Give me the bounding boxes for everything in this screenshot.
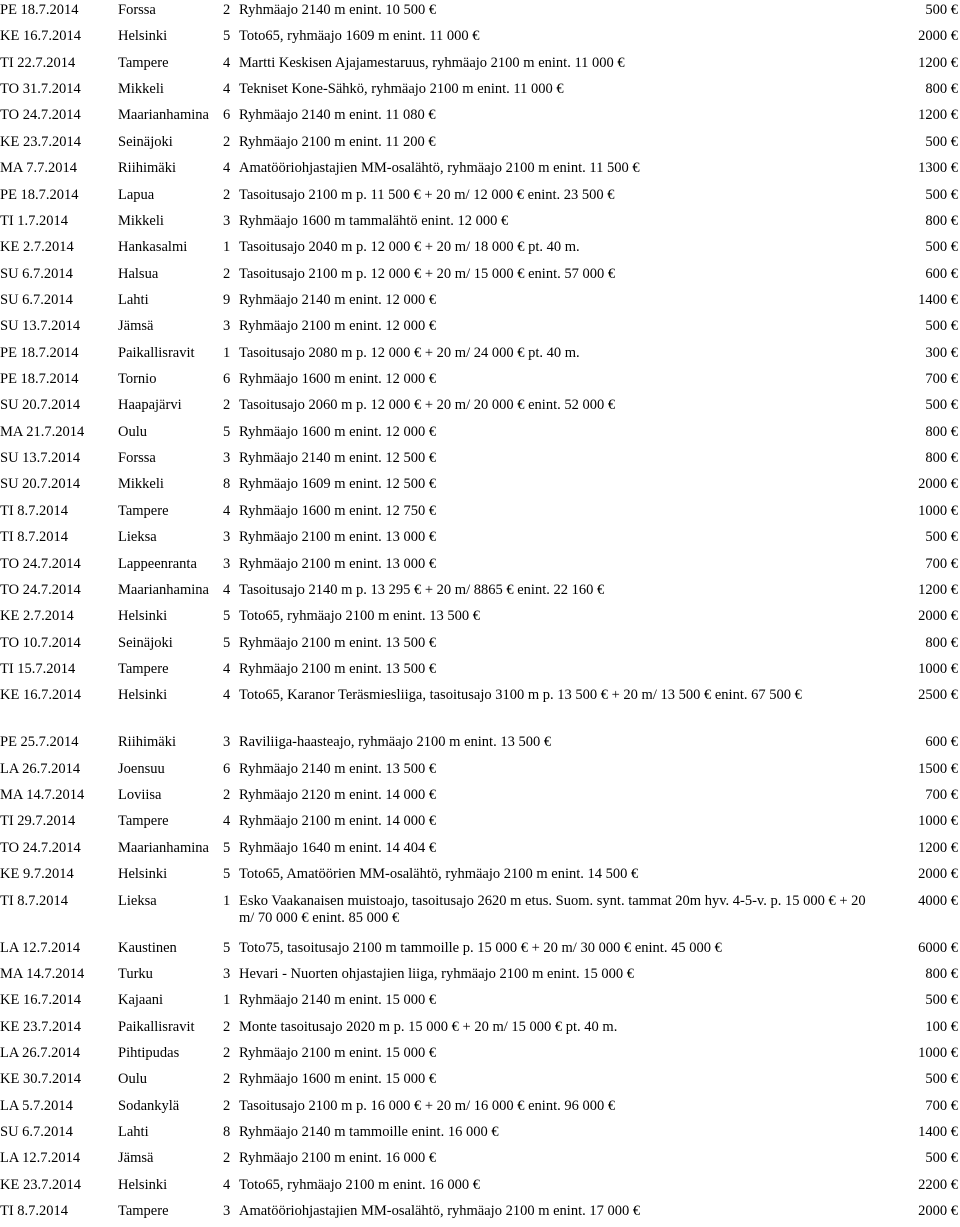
race-description: Ryhmäajo 2100 m enint. 11 200 € bbox=[239, 133, 436, 150]
race-number: 4 bbox=[223, 813, 231, 830]
race-row bbox=[0, 474, 960, 500]
race-location: Paikallisravit bbox=[118, 344, 195, 361]
race-date: KE 23.7.2014 bbox=[0, 133, 81, 150]
race-row bbox=[0, 501, 960, 527]
race-number: 2 bbox=[223, 1097, 231, 1114]
race-description: Tasoitusajo 2040 m p. 12 000 € + 20 m/ 18 000 € pt. 40 m. bbox=[239, 239, 580, 256]
race-location: Halsua bbox=[118, 265, 159, 282]
race-number: 1 bbox=[223, 344, 231, 361]
race-date: KE 9.7.2014 bbox=[0, 866, 74, 883]
race-location: Tampere bbox=[118, 813, 169, 830]
race-number: 3 bbox=[223, 965, 231, 982]
race-number: 2 bbox=[223, 1150, 231, 1167]
race-row bbox=[0, 1069, 960, 1095]
race-location: Turku bbox=[118, 965, 153, 982]
race-description: Ryhmäajo 2100 m enint. 13 500 € bbox=[239, 634, 437, 651]
race-prize: 500 € bbox=[925, 133, 958, 150]
race-number: 5 bbox=[223, 28, 231, 45]
race-location: Pihtipudas bbox=[118, 1044, 180, 1061]
race-row bbox=[0, 395, 960, 421]
race-row bbox=[0, 580, 960, 606]
race-row bbox=[0, 685, 960, 732]
race-row bbox=[0, 1043, 960, 1069]
race-row bbox=[0, 838, 960, 864]
race-row bbox=[0, 1175, 960, 1201]
race-description: Tasoitusajo 2140 m p. 13 295 € + 20 m/ 8865 € enint. 22 160 € bbox=[239, 581, 605, 598]
race-description: Ryhmäajo 2100 m enint. 13 500 € bbox=[239, 660, 437, 677]
race-prize: 500 € bbox=[925, 1150, 958, 1167]
race-row bbox=[0, 606, 960, 632]
race-description: Amatööriohjastajien MM-osalähtö, ryhmäajo 2100 m enint. 11 500 € bbox=[239, 160, 640, 177]
race-location: Riihimäki bbox=[118, 160, 176, 177]
race-date: PE 18.7.2014 bbox=[0, 371, 79, 388]
race-location: Lahti bbox=[118, 291, 149, 308]
race-description: Tasoitusajo 2060 m p. 12 000 € + 20 m/ 20 000 € enint. 52 000 € bbox=[239, 397, 616, 414]
race-date: LA 5.7.2014 bbox=[0, 1097, 73, 1114]
race-row bbox=[0, 343, 960, 369]
race-date: LA 12.7.2014 bbox=[0, 939, 81, 956]
race-row bbox=[0, 0, 960, 26]
race-row bbox=[0, 1096, 960, 1122]
race-location: Paikallisravit bbox=[118, 1018, 195, 1035]
race-number: 3 bbox=[223, 450, 231, 467]
race-row bbox=[0, 1122, 960, 1148]
race-prize: 1000 € bbox=[918, 660, 958, 677]
race-description: Ryhmäajo 2120 m enint. 14 000 € bbox=[239, 787, 437, 804]
race-prize: 2500 € bbox=[918, 687, 958, 704]
race-number: 3 bbox=[223, 212, 231, 229]
race-date: TO 24.7.2014 bbox=[0, 839, 81, 856]
race-number: 5 bbox=[223, 634, 231, 651]
race-number: 5 bbox=[223, 423, 231, 440]
race-number: 5 bbox=[223, 608, 231, 625]
race-prize: 1300 € bbox=[918, 160, 958, 177]
race-location: Tampere bbox=[118, 54, 169, 71]
race-location: Helsinki bbox=[118, 608, 168, 625]
race-number: 6 bbox=[223, 371, 231, 388]
race-prize: 700 € bbox=[925, 1097, 958, 1114]
race-row bbox=[0, 659, 960, 685]
race-prize: 1200 € bbox=[918, 54, 958, 71]
race-number: 3 bbox=[223, 555, 231, 572]
race-number: 5 bbox=[223, 866, 231, 883]
race-location: Lahti bbox=[118, 1124, 149, 1141]
race-row bbox=[0, 990, 960, 1016]
race-row bbox=[0, 1017, 960, 1043]
race-description: Ryhmäajo 2100 m enint. 13 000 € bbox=[239, 555, 437, 572]
race-number: 3 bbox=[223, 529, 231, 546]
race-date: SU 6.7.2014 bbox=[0, 291, 73, 308]
race-description: Tekniset Kone-Sähkö, ryhmäajo 2100 m enint. 11 000 € bbox=[239, 81, 564, 98]
race-prize: 500 € bbox=[925, 1071, 958, 1088]
race-date: SU 13.7.2014 bbox=[0, 450, 81, 467]
race-number: 3 bbox=[223, 318, 231, 335]
race-location: Maarianhamina bbox=[118, 107, 209, 124]
race-date: KE 23.7.2014 bbox=[0, 1176, 81, 1193]
race-row bbox=[0, 527, 960, 553]
race-date: MA 21.7.2014 bbox=[0, 423, 85, 440]
race-number: 2 bbox=[223, 1071, 231, 1088]
race-row bbox=[0, 938, 960, 964]
race-description: Ryhmäajo 2140 m tammoille enint. 16 000 € bbox=[239, 1124, 499, 1141]
race-location: Oulu bbox=[118, 423, 147, 440]
race-number: 8 bbox=[223, 1124, 231, 1141]
race-prize: 500 € bbox=[925, 992, 958, 1009]
race-date: TO 24.7.2014 bbox=[0, 555, 81, 572]
race-number: 4 bbox=[223, 1176, 231, 1193]
race-row bbox=[0, 237, 960, 263]
race-description: Tasoitusajo 2100 m p. 16 000 € + 20 m/ 16 000 € enint. 96 000 € bbox=[239, 1097, 616, 1114]
race-description: Raviliiga-haasteajo, ryhmäajo 2100 m enint. 13 500 € bbox=[239, 734, 552, 751]
race-date: TI 8.7.2014 bbox=[0, 529, 69, 546]
race-description: Hevari - Nuorten ohjastajien liiga, ryhmäajo 2100 m enint. 15 000 € bbox=[239, 965, 635, 982]
race-date: PE 18.7.2014 bbox=[0, 344, 79, 361]
race-number: 2 bbox=[223, 2, 231, 18]
race-description: Amatööriohjastajien MM-osalähtö, ryhmäajo 2100 m enint. 17 000 € bbox=[239, 1203, 641, 1220]
race-prize: 600 € bbox=[925, 265, 958, 282]
race-location: Tornio bbox=[118, 371, 157, 388]
race-prize: 700 € bbox=[925, 555, 958, 572]
race-date: PE 18.7.2014 bbox=[0, 186, 79, 203]
race-date: KE 2.7.2014 bbox=[0, 608, 74, 625]
race-row bbox=[0, 211, 960, 237]
race-row bbox=[0, 554, 960, 580]
race-row bbox=[0, 290, 960, 316]
race-description: Tasoitusajo 2080 m p. 12 000 € + 20 m/ 24 000 € pt. 40 m. bbox=[239, 344, 580, 361]
race-description: Ryhmäajo 2140 m enint. 13 500 € bbox=[239, 760, 437, 777]
race-location: Seinäjoki bbox=[118, 634, 173, 651]
race-number: 4 bbox=[223, 660, 231, 677]
race-description: Ryhmäajo 1640 m enint. 14 404 € bbox=[239, 839, 437, 856]
race-number: 9 bbox=[223, 291, 231, 308]
race-prize: 800 € bbox=[925, 423, 958, 440]
race-location: Joensuu bbox=[118, 760, 165, 777]
race-prize: 2000 € bbox=[918, 28, 958, 45]
race-description: Ryhmäajo 2100 m enint. 14 000 € bbox=[239, 813, 437, 830]
race-date: TO 10.7.2014 bbox=[0, 634, 81, 651]
race-description: Toto65, ryhmäajo 2100 m enint. 13 500 € bbox=[239, 608, 481, 625]
race-location: Tampere bbox=[118, 502, 169, 519]
race-prize: 2000 € bbox=[918, 866, 958, 883]
race-row bbox=[0, 811, 960, 837]
race-row bbox=[0, 732, 960, 758]
race-location: Maarianhamina bbox=[118, 581, 209, 598]
race-date: KE 16.7.2014 bbox=[0, 28, 81, 45]
race-number: 2 bbox=[223, 1044, 231, 1061]
race-number: 2 bbox=[223, 397, 231, 414]
race-location: Maarianhamina bbox=[118, 839, 209, 856]
race-date: SU 6.7.2014 bbox=[0, 265, 73, 282]
race-description: Ryhmäajo 2140 m enint. 10 500 € bbox=[239, 2, 437, 18]
race-location: Mikkeli bbox=[118, 476, 164, 493]
race-description: Ryhmäajo 2140 m enint. 11 080 € bbox=[239, 107, 436, 124]
race-description: Ryhmäajo 2140 m enint. 12 500 € bbox=[239, 450, 437, 467]
race-prize: 500 € bbox=[925, 397, 958, 414]
race-prize: 1200 € bbox=[918, 839, 958, 856]
race-location: Forssa bbox=[118, 450, 156, 467]
race-date: TI 22.7.2014 bbox=[0, 54, 76, 71]
race-number: 4 bbox=[223, 581, 231, 598]
race-prize: 800 € bbox=[925, 212, 958, 229]
race-row bbox=[0, 79, 960, 105]
race-location: Sodankylä bbox=[118, 1097, 180, 1114]
race-prize: 800 € bbox=[925, 81, 958, 98]
race-location: Lieksa bbox=[118, 529, 157, 546]
race-date: SU 20.7.2014 bbox=[0, 397, 81, 414]
race-row bbox=[0, 158, 960, 184]
race-number: 6 bbox=[223, 107, 231, 124]
race-prize: 2000 € bbox=[918, 1203, 958, 1220]
race-prize: 100 € bbox=[925, 1018, 958, 1035]
race-number: 5 bbox=[223, 839, 231, 856]
race-location: Kajaani bbox=[118, 992, 164, 1009]
race-description: Toto65, Karanor Teräsmiesliiga, tasoitusajo 3100 m p. 13 500 € + 20 m/ 13 500 € enint. 67 500 € bbox=[239, 687, 802, 704]
race-location: Forssa bbox=[118, 2, 156, 18]
race-number: 1 bbox=[223, 892, 231, 909]
race-date: SU 20.7.2014 bbox=[0, 476, 81, 493]
race-prize: 2000 € bbox=[918, 608, 958, 625]
race-description: Toto65, ryhmäajo 2100 m enint. 16 000 € bbox=[239, 1176, 481, 1193]
race-row bbox=[0, 633, 960, 659]
race-row bbox=[0, 448, 960, 474]
race-location: Jämsä bbox=[118, 318, 154, 335]
race-date: TO 24.7.2014 bbox=[0, 107, 81, 124]
race-row bbox=[0, 864, 960, 890]
race-prize: 1000 € bbox=[918, 1044, 958, 1061]
race-description: Ryhmäajo 2100 m enint. 12 000 € bbox=[239, 318, 437, 335]
race-number: 3 bbox=[223, 734, 231, 751]
race-number: 4 bbox=[223, 81, 231, 98]
race-date: MA 7.7.2014 bbox=[0, 160, 77, 177]
race-prize: 500 € bbox=[925, 2, 958, 18]
race-location: Kaustinen bbox=[118, 939, 177, 956]
race-number: 2 bbox=[223, 787, 231, 804]
race-location: Helsinki bbox=[118, 687, 168, 704]
race-prize: 700 € bbox=[925, 787, 958, 804]
race-prize: 1400 € bbox=[918, 291, 958, 308]
race-prize: 1000 € bbox=[918, 502, 958, 519]
race-date: PE 18.7.2014 bbox=[0, 2, 79, 18]
race-row bbox=[0, 891, 960, 938]
race-date: PE 25.7.2014 bbox=[0, 734, 79, 751]
race-prize: 2000 € bbox=[918, 476, 958, 493]
race-location: Loviisa bbox=[118, 787, 162, 804]
race-date: SU 6.7.2014 bbox=[0, 1124, 73, 1141]
race-number: 2 bbox=[223, 186, 231, 203]
race-description: Ryhmäajo 2100 m enint. 13 000 € bbox=[239, 529, 437, 546]
race-prize: 1200 € bbox=[918, 107, 958, 124]
race-date: LA 26.7.2014 bbox=[0, 760, 81, 777]
race-row bbox=[0, 422, 960, 448]
race-row bbox=[0, 316, 960, 342]
race-number: 1 bbox=[223, 992, 231, 1009]
race-prize: 6000 € bbox=[918, 939, 958, 956]
race-description: Esko Vaakanaisen muistoajo, tasoitusajo 2620 m etus. Suom. synt. tammat 20m hyv. 4-5-v. p. 15 000 € + 20 m/ 70 000 € enint. 85 000 € bbox=[239, 892, 866, 926]
race-number: 4 bbox=[223, 687, 231, 704]
race-location: Tampere bbox=[118, 660, 169, 677]
race-description: Ryhmäajo 2140 m enint. 12 000 € bbox=[239, 291, 437, 308]
race-prize: 800 € bbox=[925, 965, 958, 982]
race-number: 2 bbox=[223, 265, 231, 282]
race-description: Ryhmäajo 1600 m enint. 12 000 € bbox=[239, 423, 437, 440]
race-prize: 800 € bbox=[925, 634, 958, 651]
race-location: Hankasalmi bbox=[118, 239, 188, 256]
race-date: TO 31.7.2014 bbox=[0, 81, 81, 98]
race-date: LA 26.7.2014 bbox=[0, 1044, 81, 1061]
race-date: MA 14.7.2014 bbox=[0, 787, 85, 804]
race-description: Ryhmäajo 2100 m enint. 15 000 € bbox=[239, 1044, 437, 1061]
race-prize: 1500 € bbox=[918, 760, 958, 777]
race-row bbox=[0, 53, 960, 79]
race-prize: 1200 € bbox=[918, 581, 958, 598]
race-number: 4 bbox=[223, 160, 231, 177]
race-date: LA 12.7.2014 bbox=[0, 1150, 81, 1167]
race-row bbox=[0, 1148, 960, 1174]
race-prize: 800 € bbox=[925, 450, 958, 467]
race-row bbox=[0, 369, 960, 395]
race-prize: 500 € bbox=[925, 318, 958, 335]
race-prize: 500 € bbox=[925, 529, 958, 546]
race-description: Tasoitusajo 2100 m p. 12 000 € + 20 m/ 15 000 € enint. 57 000 € bbox=[239, 265, 616, 282]
race-location: Jämsä bbox=[118, 1150, 154, 1167]
race-prize: 1000 € bbox=[918, 813, 958, 830]
race-date: KE 30.7.2014 bbox=[0, 1071, 81, 1088]
race-row bbox=[0, 964, 960, 990]
race-number: 5 bbox=[223, 939, 231, 956]
race-description: Ryhmäajo 1600 m enint. 12 750 € bbox=[239, 502, 437, 519]
race-date: TI 29.7.2014 bbox=[0, 813, 76, 830]
race-date: TI 15.7.2014 bbox=[0, 660, 76, 677]
race-description: Ryhmäajo 1600 m enint. 12 000 € bbox=[239, 371, 437, 388]
race-date: TI 1.7.2014 bbox=[0, 212, 69, 229]
race-description: Toto75, tasoitusajo 2100 m tammoille p. 15 000 € + 20 m/ 30 000 € enint. 45 000 € bbox=[239, 939, 722, 956]
race-location: Helsinki bbox=[118, 1176, 168, 1193]
race-location: Haapajärvi bbox=[118, 397, 182, 414]
race-number: 2 bbox=[223, 133, 231, 150]
race-row bbox=[0, 105, 960, 131]
race-location: Mikkeli bbox=[118, 212, 164, 229]
race-description: Ryhmäajo 1600 m enint. 15 000 € bbox=[239, 1071, 437, 1088]
race-prize: 700 € bbox=[925, 371, 958, 388]
race-number: 3 bbox=[223, 1203, 231, 1220]
race-description: Tasoitusajo 2100 m p. 11 500 € + 20 m/ 12 000 € enint. 23 500 € bbox=[239, 186, 615, 203]
race-location: Mikkeli bbox=[118, 81, 164, 98]
race-description: Monte tasoitusajo 2020 m p. 15 000 € + 20 m/ 15 000 € pt. 40 m. bbox=[239, 1018, 618, 1035]
race-date: TO 24.7.2014 bbox=[0, 581, 81, 598]
race-date: TI 8.7.2014 bbox=[0, 502, 69, 519]
race-date: TI 8.7.2014 bbox=[0, 892, 69, 909]
race-date: KE 2.7.2014 bbox=[0, 239, 74, 256]
race-location: Riihimäki bbox=[118, 734, 176, 751]
race-prize: 300 € bbox=[925, 344, 958, 361]
race-date: KE 23.7.2014 bbox=[0, 1018, 81, 1035]
race-date: SU 13.7.2014 bbox=[0, 318, 81, 335]
race-description: Ryhmäajo 2140 m enint. 15 000 € bbox=[239, 992, 437, 1009]
race-date: KE 16.7.2014 bbox=[0, 992, 81, 1009]
race-row bbox=[0, 185, 960, 211]
race-row bbox=[0, 1201, 960, 1227]
race-prize: 600 € bbox=[925, 734, 958, 751]
race-number: 4 bbox=[223, 502, 231, 519]
race-location: Oulu bbox=[118, 1071, 147, 1088]
race-location: Lapua bbox=[118, 186, 155, 203]
race-location: Tampere bbox=[118, 1203, 169, 1220]
race-location: Helsinki bbox=[118, 28, 168, 45]
race-location: Helsinki bbox=[118, 866, 168, 883]
race-prize: 500 € bbox=[925, 239, 958, 256]
race-row bbox=[0, 132, 960, 158]
race-date: TI 8.7.2014 bbox=[0, 1203, 69, 1220]
race-description: Martti Keskisen Ajajamestaruus, ryhmäajo 2100 m enint. 11 000 € bbox=[239, 54, 625, 71]
race-row bbox=[0, 785, 960, 811]
race-prize: 500 € bbox=[925, 186, 958, 203]
race-row bbox=[0, 264, 960, 290]
race-location: Seinäjoki bbox=[118, 133, 173, 150]
race-prize: 2200 € bbox=[918, 1176, 958, 1193]
race-location: Lappeenranta bbox=[118, 555, 197, 572]
race-description: Ryhmäajo 1600 m tammalähtö enint. 12 000 € bbox=[239, 212, 509, 229]
race-description: Ryhmäajo 1609 m enint. 12 500 € bbox=[239, 476, 437, 493]
race-row bbox=[0, 26, 960, 52]
race-prize: 1400 € bbox=[918, 1124, 958, 1141]
race-prize: 4000 € bbox=[918, 892, 958, 909]
race-number: 2 bbox=[223, 1018, 231, 1035]
race-location: Lieksa bbox=[118, 892, 157, 909]
race-number: 4 bbox=[223, 54, 231, 71]
race-number: 8 bbox=[223, 476, 231, 493]
race-description: Toto65, ryhmäajo 1609 m enint. 11 000 € bbox=[239, 28, 480, 45]
race-date: KE 16.7.2014 bbox=[0, 687, 81, 704]
race-number: 1 bbox=[223, 239, 231, 256]
race-number: 6 bbox=[223, 760, 231, 777]
race-description: Ryhmäajo 2100 m enint. 16 000 € bbox=[239, 1150, 437, 1167]
race-date: MA 14.7.2014 bbox=[0, 965, 85, 982]
race-description: Toto65, Amatöörien MM-osalähtö, ryhmäajo 2100 m enint. 14 500 € bbox=[239, 866, 639, 883]
race-row bbox=[0, 759, 960, 785]
